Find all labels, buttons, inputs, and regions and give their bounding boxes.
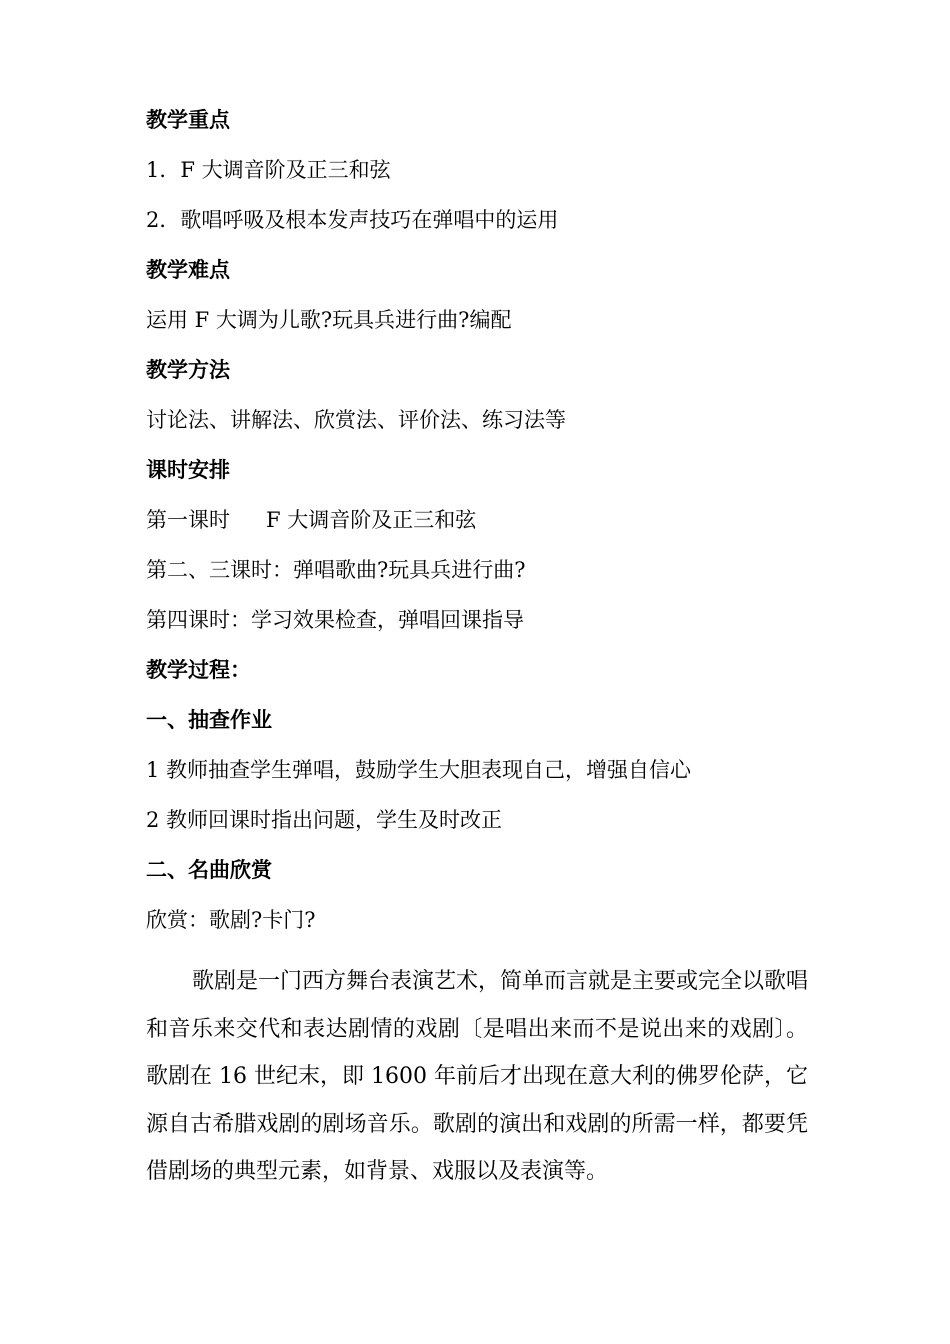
opera-paragraph: 歌剧是一门西方舞台表演艺术，简单而言就是主要或完全以歌唱和音乐来交代和表达剧情的戏剧〔是唱出来而不是说出来的戏剧〕。歌剧在 16 世纪末，即 1600 年前后才出现在意大利的佛罗伦萨，它源自古希腊戏剧的剧场音乐。歌剧的演出和戏剧的所需一样，都要凭借剧场的典型元素，如背景、戏服以及表演等。 bbox=[146, 969, 809, 1184]
methods-heading: 教学方法 bbox=[146, 358, 230, 382]
methods-text: 讨论法、讲解法、欣赏法、评价法、练习法等 bbox=[146, 408, 566, 432]
lesson-1-label: 第一课时 bbox=[146, 508, 230, 532]
process-heading: 教学过程： bbox=[146, 658, 251, 682]
appreciation-subtitle: 欣赏：歌剧?卡门? bbox=[146, 908, 316, 932]
homework-item: 2 教师回课时指出问题，学生及时改正 bbox=[146, 808, 503, 832]
appreciation-heading: 二、名曲欣赏 bbox=[146, 858, 272, 882]
difficulties-text: 运用 F 大调为儿歌?玩具兵进行曲?编配 bbox=[146, 308, 512, 332]
homework-item: 1 教师抽查学生弹唱，鼓励学生大胆表现自己，增强自信心 bbox=[146, 758, 692, 782]
key-points-heading: 教学重点 bbox=[146, 108, 230, 132]
schedule-lesson-4: 第四课时：学习效果检查，弹唱回课指导 bbox=[146, 608, 524, 632]
homework-heading: 一、抽查作业 bbox=[146, 708, 272, 732]
schedule-lesson-1 bbox=[146, 502, 816, 552]
key-point-item: 1．F 大调音阶及正三和弦 bbox=[146, 158, 391, 182]
lesson-1-text: F 大调音阶及正三和弦 bbox=[266, 508, 477, 532]
schedule-heading: 课时安排 bbox=[146, 458, 230, 482]
schedule-lesson-2-3: 第二、三课时：弹唱歌曲?玩具兵进行曲? bbox=[146, 558, 526, 582]
difficulties-heading: 教学难点 bbox=[146, 258, 230, 282]
document-page bbox=[146, 102, 816, 1196]
key-point-item: 2．歌唱呼吸及根本发声技巧在弹唱中的运用 bbox=[146, 208, 559, 232]
